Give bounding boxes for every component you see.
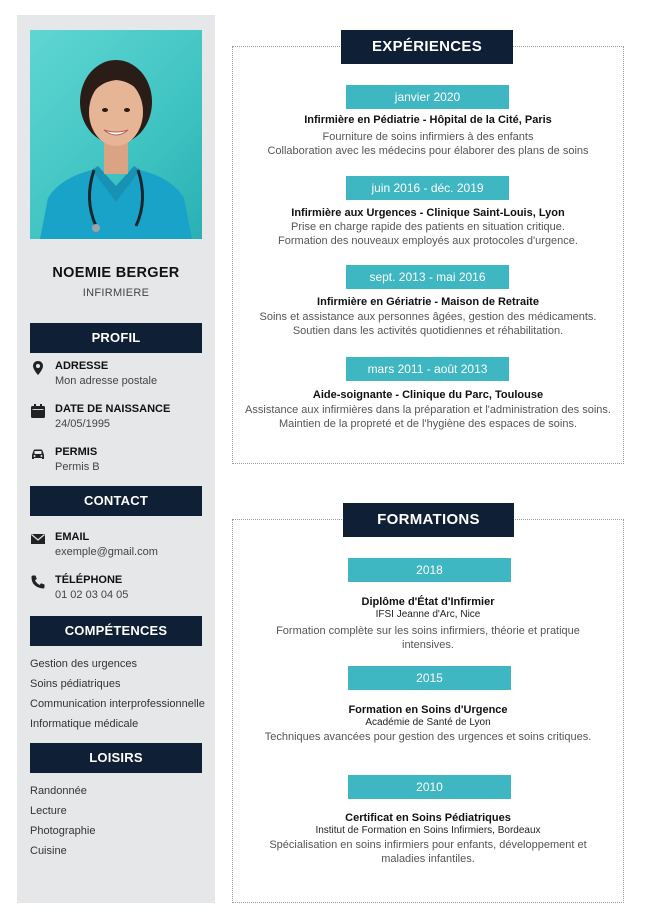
list-item: Cuisine	[30, 845, 67, 857]
formation-title: Certificat en Soins Pédiatriques	[345, 812, 511, 824]
experience-desc: Soutien dans les activités quotidiennes et réhabilitation.	[292, 325, 564, 337]
list-item: Photographie	[30, 825, 96, 837]
formation-year: 2010	[348, 775, 511, 799]
contact-heading: CONTACT	[30, 486, 202, 516]
formation-desc: Formation complète sur les soins infirmiers, théorie et pratique intensives.	[276, 625, 580, 651]
phone-icon	[30, 574, 46, 590]
license-label: PERMIS	[55, 446, 98, 458]
experience-date: juin 2016 - déc. 2019	[346, 176, 509, 200]
experience-date: janvier 2020	[346, 85, 509, 109]
experience-title: Infirmière en Gériatrie - Maison de Retraite	[317, 296, 539, 308]
birthdate-label: DATE DE NAISSANCE	[55, 403, 171, 415]
experience-desc: Prise en charge rapide des patients en situation critique.	[291, 221, 565, 233]
address-value: Mon adresse postale	[55, 375, 158, 387]
email-value[interactable]: exemple@gmail.com	[55, 546, 158, 558]
list-item: Communication interprofessionnelle	[30, 698, 205, 710]
formation-school: Institut de Formation en Soins Infirmiers, Bordeaux	[315, 825, 541, 836]
experience-title: Infirmière en Pédiatrie - Hôpital de la Cité, Paris	[304, 114, 552, 126]
email-label: EMAIL	[55, 531, 90, 543]
formation-year: 2015	[348, 666, 511, 690]
phone-value[interactable]: 01 02 03 04 05	[55, 589, 129, 601]
hobbies-heading: LOISIRS	[30, 743, 202, 773]
formation-title: Diplôme d'État d'Infirmier	[361, 596, 495, 608]
list-item: Gestion des urgences	[30, 658, 138, 670]
experience-desc: Collaboration avec les médecins pour élaborer des plans de soins	[267, 145, 589, 157]
map-pin-icon	[30, 360, 46, 376]
list-item: Lecture	[30, 805, 67, 817]
list-item: Informatique médicale	[30, 718, 139, 730]
license-value: Permis B	[55, 461, 100, 473]
birthdate-value: 24/05/1995	[55, 418, 111, 430]
envelope-icon	[30, 531, 46, 547]
experience-date: sept. 2013 - mai 2016	[346, 265, 509, 289]
experience-date: mars 2011 - août 2013	[346, 357, 509, 381]
formation-school: IFSI Jeanne d'Arc, Nice	[375, 609, 481, 620]
experience-desc: Maintien de la propreté et de l'hygiène des espaces de soins.	[278, 418, 578, 430]
formations-heading: FORMATIONS	[343, 503, 514, 537]
experience-title: Aide-soignante - Clinique du Parc, Toulouse	[312, 389, 544, 401]
person-name: NOEMIE BERGER	[52, 265, 180, 281]
experience-desc: Formation des nouveaux employés aux protocoles d'urgence.	[278, 235, 578, 247]
profile-photo	[30, 30, 202, 239]
formation-desc: Spécialisation en soins infirmiers pour enfants, développement et maladies infantiles.	[269, 839, 587, 865]
hobbies-list	[30, 784, 210, 864]
calendar-icon	[30, 403, 46, 419]
phone-label: TÉLÉPHONE	[55, 574, 123, 586]
address-label: ADRESSE	[55, 360, 109, 372]
skills-heading: COMPÉTENCES	[30, 616, 202, 646]
nurse-portrait-icon	[30, 30, 202, 239]
formation-title: Formation en Soins d'Urgence	[348, 704, 508, 716]
skills-list	[30, 657, 210, 737]
job-title: INFIRMIERE	[82, 287, 150, 299]
experiences-heading: EXPÉRIENCES	[341, 30, 513, 64]
experience-desc: Soins et assistance aux personnes âgées, gestion des médicaments.	[259, 311, 597, 323]
sidebar	[17, 15, 215, 903]
formation-desc: Techniques avancées pour gestion des urgences et soins critiques.	[264, 731, 592, 743]
experience-title: Infirmière aux Urgences - Clinique Saint-Louis, Lyon	[291, 207, 565, 219]
formation-year: 2018	[348, 558, 511, 582]
car-icon	[30, 446, 46, 462]
list-item: Randonnée	[30, 785, 87, 797]
list-item: Soins pédiatriques	[30, 678, 121, 690]
experience-desc: Assistance aux infirmières dans la préparation et l'administration des soins.	[245, 404, 611, 416]
experience-desc: Fourniture de soins infirmiers à des enfants	[322, 131, 534, 143]
profil-heading: PROFIL	[30, 323, 202, 353]
formation-school: Académie de Santé de Lyon	[365, 717, 491, 728]
